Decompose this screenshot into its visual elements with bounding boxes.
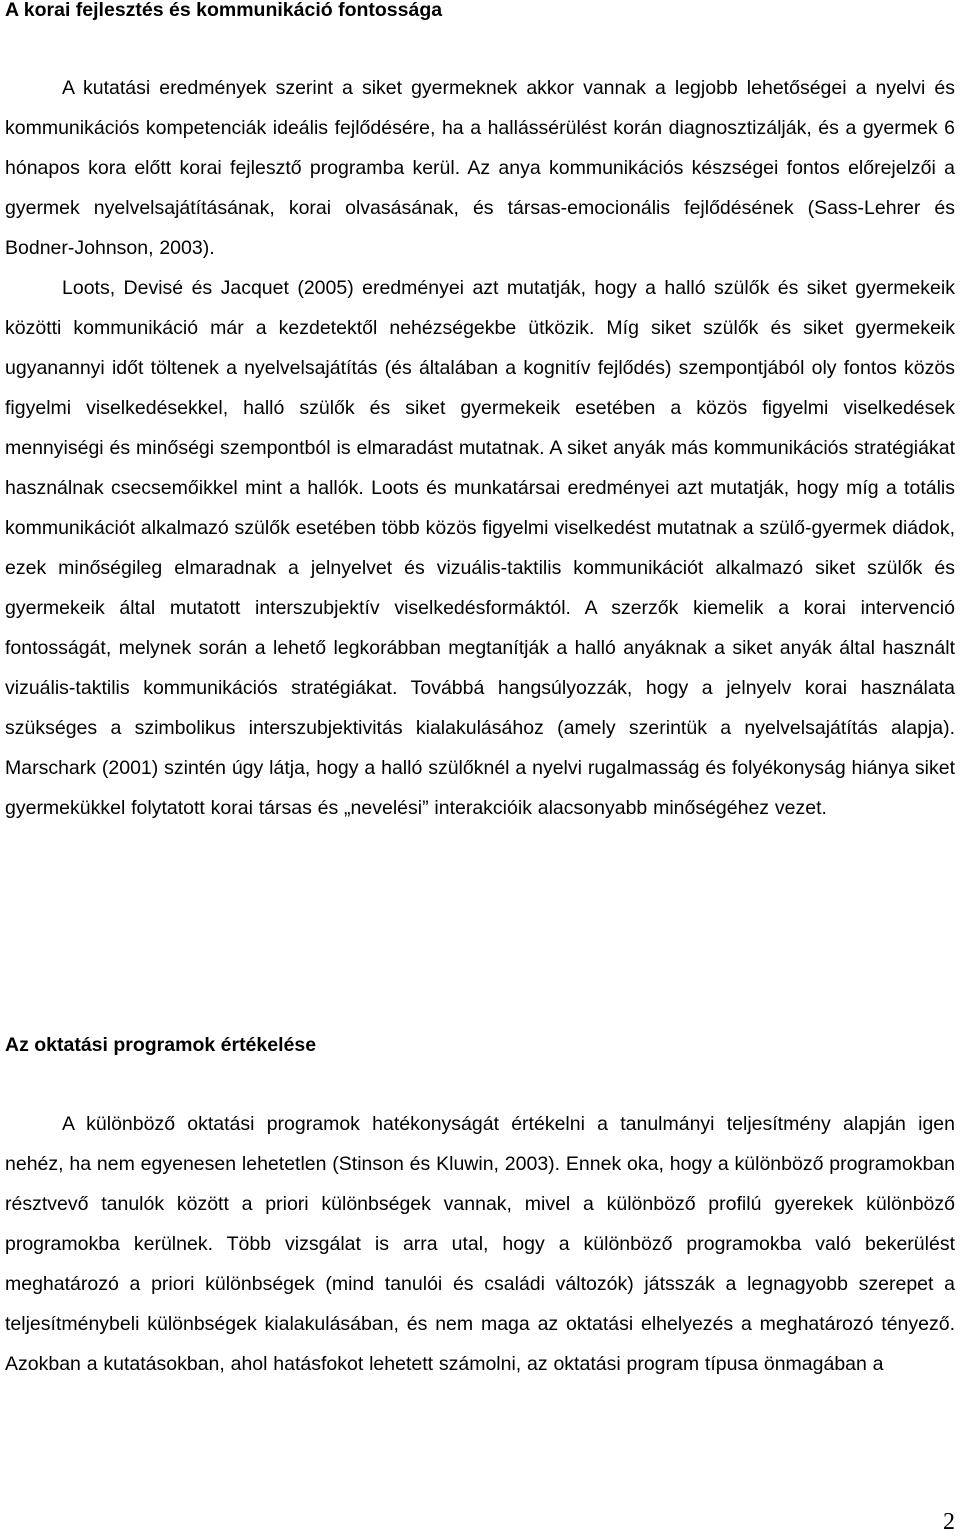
page-number: 2 xyxy=(943,1509,955,1535)
paragraph: A kutatási eredmények szerint a siket gyermeknek akkor vannak a legjobb lehetőségei a nyelvi és kommunikációs kompetenciák ideális fejlődésére, ha a hallássérülést korán diagnosztizálják, és a gyermek 6 hónapos kora előtt korai fejlesztő programba kerül. Az anya kommunikációs készségei fontos előrejelzői a gyermek nyelvelsajátításának, korai olvasásának, és társas-emocionális fejlődésének (Sass-Lehrer és Bodner-Johnson, 2003). xyxy=(5,77,955,259)
section-heading-program-evaluation: Az oktatási programok értékelése xyxy=(5,1034,317,1056)
document-page xyxy=(5,0,955,1537)
paragraph: Loots, Devisé és Jacquet (2005) eredményei azt mutatják, hogy a halló szülők és siket gyermekeik közötti kommunikáció már a kezdetektől nehézségekbe ütközik. Míg siket szülők és siket gyermekeik ugyanannyi időt töltenek a nyelvelsajátítás (és általában a kognitív fejlődés) szempontjából oly fontos közös figyelmi viselkedésekkel, halló szülők és siket gyermekeik esetében a közös figyelmi viselkedések mennyiségi és minőségi szempontból is elmaradást mutatnak. A siket anyák más kommunikációs stratégiákat használnak csecsemőikkel mint a hallók. Loots és munkatársai eredményei azt mutatják, hogy míg a totális kommunikációt alkalmazó szülők esetében több közös figyelmi viselkedést mutatnak a szülő-gyermek diádok, ezek minőségileg elmaradnak a jelnyelvet és vizuális-taktilis kommunikációt alkalmazó siket szülők és gyermekeik által mutatott interszubjektív viselkedésformáktól. A szerzők kiemelik a korai intervenció fontosságát, melynek során a lehető legkorábban megtanítják a halló anyáknak a siket anyák által használt vizuális-taktilis kommunikációs stratégiákat. Továbbá hangsúlyozzák, hogy a jelnyelv korai használata szükséges a szimbolikus interszubjektivitás kialakulásához (amely szerintük a nyelvelsajátítás alapja). Marschark (2001) szintén úgy látja, hogy a halló szülőknél a nyelvi rugalmasság és folyékonyság hiánya siket gyermekükkel folytatott korai társas és „nevelési” interakcióik alacsonyabb minőségéhez vezet. xyxy=(5,277,955,819)
paragraph: A különböző oktatási programok hatékonyságát értékelni a tanulmányi teljesítmény alapján igen nehéz, ha nem egyenesen lehetetlen (Stinson és Kluwin, 2003). Ennek oka, hogy a különböző programokban résztvevő tanulók között a priori különbségek vannak, mivel a különböző profilú gyerekek különböző programokba kerülnek. Több vizsgálat is arra utal, hogy a különböző programokba való bekerülést meghatározó a priori különbségek (mind tanulói és családi változók) játsszák a legnagyobb szerepet a teljesítménybeli különbségek kialakulásában, és nem maga az oktatási elhelyezés a meghatározó tényező. Azokban a kutatásokban, ahol hatásfokot lehetett számolni, az oktatási program típusa önmagában a xyxy=(5,1113,955,1375)
section-body-early-development xyxy=(5,68,955,828)
section-heading-early-development: A korai fejlesztés és kommunikáció fontossága xyxy=(5,0,443,21)
section-body-program-evaluation xyxy=(5,1104,955,1384)
